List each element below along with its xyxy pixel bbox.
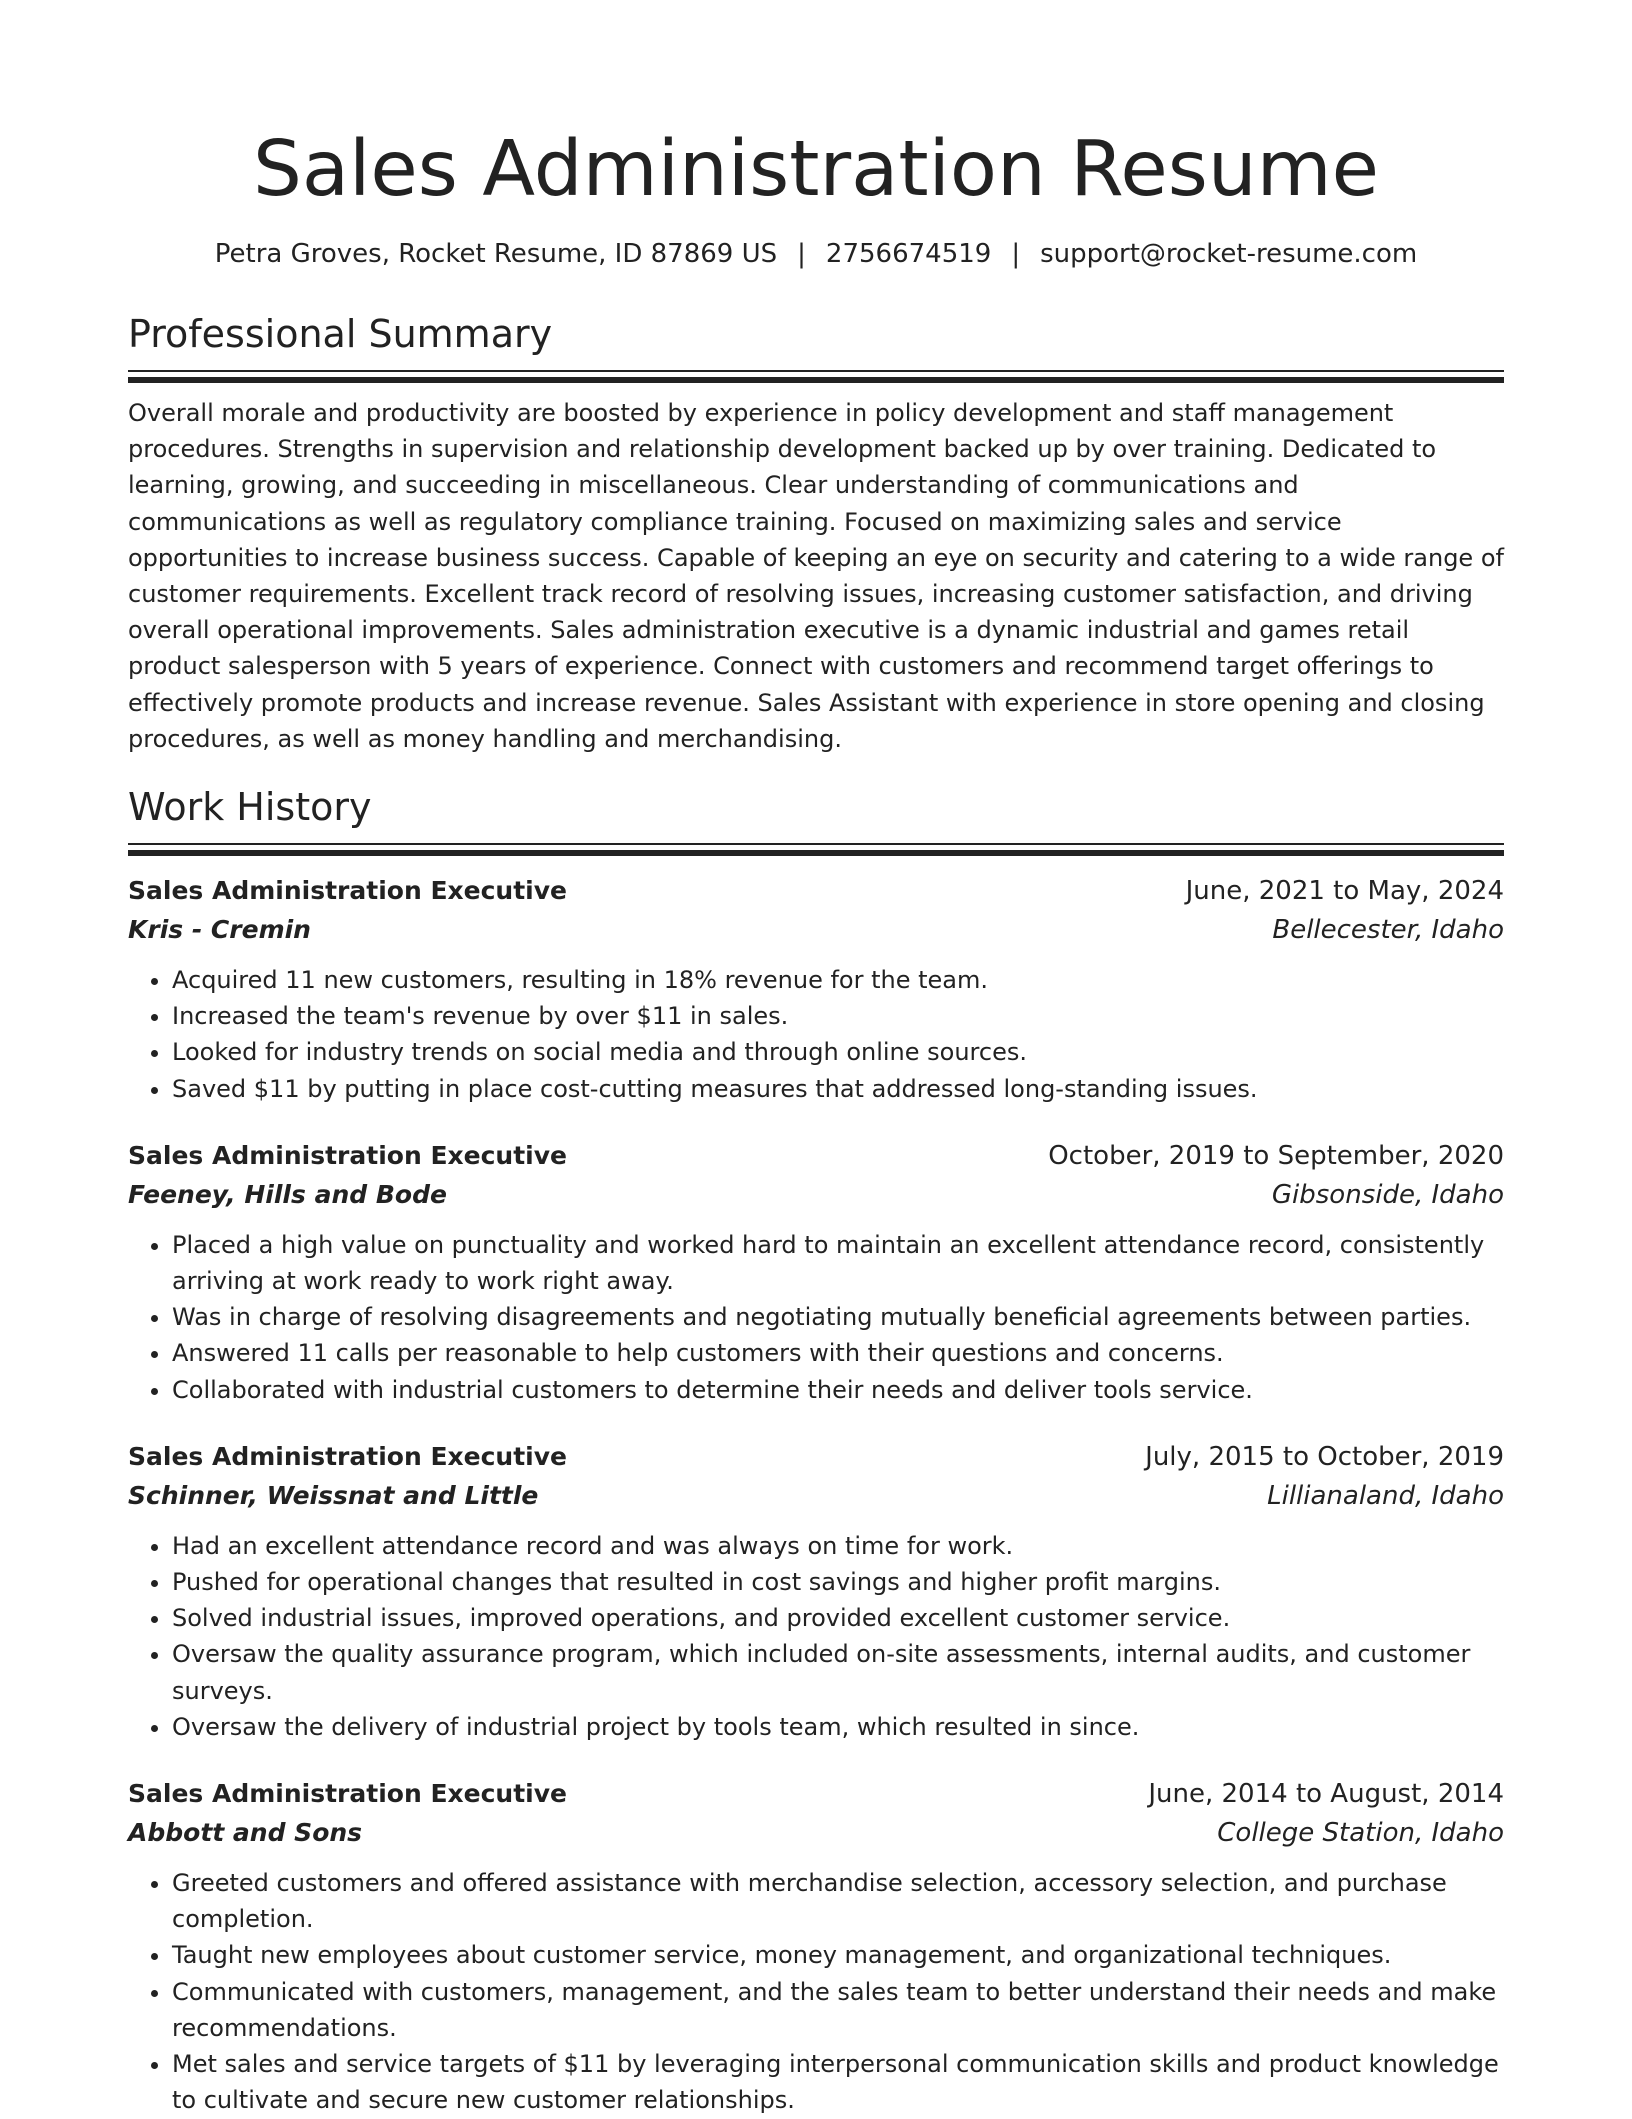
job-company-row xyxy=(128,1813,1504,1853)
job-bullet: • Answered 11 calls per reasonable to help customers with their questions and concerns. xyxy=(172,1335,1504,1371)
professional-summary-section xyxy=(128,310,1504,757)
job-bullet: • Communicated with customers, management, and the sales team to better understand their needs and make recommendations. xyxy=(172,1974,1504,2046)
job-title: Sales Administration Executive xyxy=(128,1441,567,1471)
job-header-row xyxy=(128,1137,1504,1175)
job-header-row xyxy=(128,1438,1504,1476)
job-bullet: • Oversaw the delivery of industrial project by tools team, which resulted in since. xyxy=(172,1709,1504,1745)
job-bullet: • Oversaw the quality assurance program, which included on-site assessments, internal audits, and customer surveys. xyxy=(172,1636,1504,1708)
job-bullet-list xyxy=(128,1528,1504,1745)
job-bullet: • Increased the team's revenue by over $11 in sales. xyxy=(172,998,1504,1034)
job-bullet: • Taught new employees about customer service, money management, and organizational techniques. xyxy=(172,1937,1504,1973)
job-bullet: • Placed a high value on punctuality and worked hard to maintain an excellent attendance record, consistently arriving at work ready to work right away. xyxy=(172,1227,1504,1299)
job-header-row xyxy=(128,1775,1504,1813)
job-bullet: • Solved industrial issues, improved operations, and provided excellent customer service. xyxy=(172,1600,1504,1636)
job-dates: July, 2015 to October, 2019 xyxy=(1145,1441,1504,1472)
job-dates: October, 2019 to September, 2020 xyxy=(1048,1140,1504,1171)
job-bullet: • Saved $11 by putting in place cost-cutting measures that addressed long-standing issues. xyxy=(172,1071,1504,1107)
job-bullet-list xyxy=(128,1227,1504,1408)
job-location: Bellecester, Idaho xyxy=(1272,915,1504,946)
job-bullet: • Met sales and service targets of $11 by leveraging interpersonal communication skills and product knowledge to cultivate and secure new customer relationships. xyxy=(172,2046,1504,2118)
job-header-row xyxy=(128,872,1504,910)
job-list xyxy=(128,872,1504,2118)
job-bullet: • Looked for industry trends on social media and through online sources. xyxy=(172,1034,1504,1070)
section-divider xyxy=(128,370,1504,383)
job-company: Kris - Cremin xyxy=(128,915,311,945)
contact-separator: | xyxy=(1011,239,1021,269)
job-location: Lillianaland, Idaho xyxy=(1267,1480,1504,1511)
job-company: Schinner, Weissnat and Little xyxy=(128,1480,539,1510)
section-heading-work-history: Work History xyxy=(128,785,372,830)
job-company-row xyxy=(128,910,1504,950)
job-entry xyxy=(128,1775,1504,2118)
job-bullet: • Collaborated with industrial customers to determine their needs and deliver tools service. xyxy=(172,1372,1504,1408)
job-location: College Station, Idaho xyxy=(1217,1818,1504,1849)
job-company-row xyxy=(128,1175,1504,1215)
job-title: Sales Administration Executive xyxy=(128,1779,567,1809)
job-bullet: • Pushed for operational changes that resulted in cost savings and higher profit margins. xyxy=(172,1564,1504,1600)
job-bullet: • Had an excellent attendance record and was always on time for work. xyxy=(172,1528,1504,1564)
job-dates: June, 2014 to August, 2014 xyxy=(1148,1779,1504,1810)
job-dates: June, 2021 to May, 2024 xyxy=(1185,876,1504,907)
summary-text: Overall morale and productivity are boosted by experience in policy development and staff management procedures. Strengths in supervision and relationship development backed up by over training. Dedicated to learning, growing, and succeeding in miscellaneous. Clear understanding of communications and communications as well as regulatory compliance training. Focused on maximizing sales and service opportunities to increase business success. Capable of keeping an eye on security and catering to a wide range of customer requirements. Excellent track record of resolving issues, increasing customer satisfaction, and driving overall operational improvements. Sales administration executive is a dynamic industrial and games retail product salesperson with 5 years of experience. Connect with customers and recommend target offerings to effectively promote products and increase revenue. Sales Assistant with experience in store opening and closing procedures, as well as money handling and merchandising. xyxy=(128,399,1504,753)
contact-phone: 2756674519 xyxy=(825,239,992,269)
job-bullet: • Was in charge of resolving disagreements and negotiating mutually beneficial agreements between parties. xyxy=(172,1299,1504,1335)
resume-title: Sales Administration Resume xyxy=(252,125,1380,214)
contact-address: Petra Groves, Rocket Resume, ID 87869 US xyxy=(214,239,778,269)
job-bullet: • Greeted customers and offered assistance with merchandise selection, accessory selection, and purchase completion. xyxy=(172,1865,1504,1937)
job-company: Feeney, Hills and Bode xyxy=(128,1179,447,1209)
work-history-section xyxy=(128,783,1504,2118)
job-entry xyxy=(128,1438,1504,1745)
job-bullet: • Acquired 11 new customers, resulting in 18% revenue for the team. xyxy=(172,962,1504,998)
job-bullet-list xyxy=(128,1865,1504,2118)
job-location: Gibsonside, Idaho xyxy=(1271,1179,1504,1210)
job-title: Sales Administration Executive xyxy=(128,876,567,906)
contact-email: support@rocket-resume.com xyxy=(1040,239,1418,269)
job-title: Sales Administration Executive xyxy=(128,1140,567,1170)
contact-line xyxy=(128,236,1504,272)
job-company-row xyxy=(128,1476,1504,1516)
section-heading-summary: Professional Summary xyxy=(128,312,553,356)
job-company: Abbott and Sons xyxy=(128,1818,363,1848)
job-bullet-list xyxy=(128,962,1504,1107)
job-entry xyxy=(128,872,1504,1107)
job-entry xyxy=(128,1137,1504,1408)
section-divider xyxy=(128,843,1504,856)
contact-separator: | xyxy=(797,239,806,269)
